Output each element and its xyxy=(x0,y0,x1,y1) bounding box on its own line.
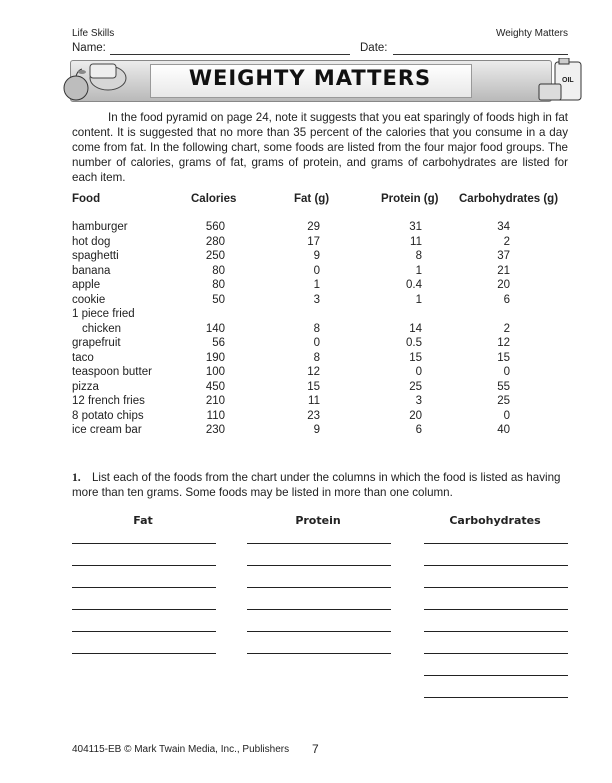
table-cell: 11 xyxy=(308,395,320,407)
table-cell: 29 xyxy=(307,221,320,233)
table-cell: spaghetti xyxy=(72,250,119,262)
table-cell: grapefruit xyxy=(72,337,121,349)
header-carbohydrates: Carbohydrates (g) xyxy=(459,193,559,205)
table-cell: 15 xyxy=(497,351,510,364)
table-cell: 2 xyxy=(503,235,510,248)
table-cell: 8 xyxy=(313,351,320,364)
table-cell: 17 xyxy=(307,235,320,248)
table-cell: taco xyxy=(72,351,94,364)
answer-line[interactable] xyxy=(424,653,568,654)
table-cell: 100 xyxy=(205,366,225,378)
table-cell: 2 xyxy=(503,322,510,335)
table-cell: 230 xyxy=(205,424,225,436)
answer-line[interactable] xyxy=(247,631,391,632)
answer-line[interactable] xyxy=(72,587,216,588)
name-field[interactable] xyxy=(110,54,350,55)
food-illustration-icon xyxy=(60,56,140,104)
table-cell: 31 xyxy=(409,221,422,233)
table-cell: hot dog xyxy=(72,235,111,248)
table-cell: 3 xyxy=(313,293,320,306)
table-cell: 210 xyxy=(205,395,225,407)
table-cell: 34 xyxy=(497,221,510,233)
answer-line[interactable] xyxy=(72,565,216,566)
answer-line[interactable] xyxy=(424,543,568,544)
table-cell: apple xyxy=(72,279,101,291)
table-cell: 40 xyxy=(497,424,510,436)
table-cell: 15 xyxy=(307,380,320,393)
table-cell: 20 xyxy=(409,409,422,422)
page-number: 7 xyxy=(312,742,319,756)
running-header-right: Weighty Matters xyxy=(495,28,568,39)
answer-line[interactable] xyxy=(424,631,568,632)
table-cell: 6 xyxy=(503,293,510,306)
footer-publisher: 404115-EB © Mark Twain Media, Inc., Publishers xyxy=(72,744,290,755)
table-cell: 140 xyxy=(205,322,225,335)
table-cell: ice cream bar xyxy=(72,424,142,436)
table-cell: 3 xyxy=(415,395,422,407)
table-cell: 50 xyxy=(212,293,225,306)
table-cell: 9 xyxy=(313,250,320,262)
date-field[interactable] xyxy=(393,54,568,55)
table-cell: 37 xyxy=(497,250,510,262)
answer-line[interactable] xyxy=(424,697,568,698)
table-cell: 80 xyxy=(212,279,225,291)
answer-line[interactable] xyxy=(72,653,216,654)
table-cell: chicken xyxy=(82,322,121,335)
question-text: List each of the foods from the chart under the columns in which the food is listed as having more than ten grams. Some foods may be listed in more than one column. xyxy=(72,471,561,499)
answer-line[interactable] xyxy=(424,675,568,676)
table-cell: 25 xyxy=(409,380,422,393)
name-label: Name: xyxy=(72,42,106,54)
table-cell: 14 xyxy=(409,322,422,335)
table-cell: 8 xyxy=(415,250,422,262)
table-cell: 1 xyxy=(415,264,422,277)
oil-label: OIL xyxy=(562,77,574,84)
table-cell: 110 xyxy=(206,409,225,422)
intro-paragraph xyxy=(72,110,568,185)
table-cell: hamburger xyxy=(72,221,128,233)
table-cell: 0.4 xyxy=(406,279,422,291)
table-cell: banana xyxy=(72,264,111,277)
question-number: 1. xyxy=(72,471,81,484)
table-cell: 0.5 xyxy=(406,337,422,349)
answer-column-fat: Fat xyxy=(133,514,153,527)
date-label: Date: xyxy=(360,42,388,54)
answer-line[interactable] xyxy=(424,565,568,566)
intro-text: In the food pyramid on page 24, note it suggests that you eat sparingly of foods high in fat content. It is suggested that no more than 35 percent of the calories that you consume in a day come from fat. In the following chart, some foods are listed from the four major food groups. The number of calories, grams of fat, grams of protein, and grams of carbohydrates are listed for each item. xyxy=(72,111,568,184)
answer-line[interactable] xyxy=(247,565,391,566)
table-cell: 25 xyxy=(497,395,510,407)
header-fat: Fat (g) xyxy=(294,193,330,205)
header-protein: Protein (g) xyxy=(381,193,439,205)
table-cell: 250 xyxy=(205,250,225,262)
table-cell: 1 xyxy=(313,279,320,291)
table-cell: 12 xyxy=(307,366,320,378)
answer-line[interactable] xyxy=(72,609,216,610)
table-cell: pizza xyxy=(72,380,99,393)
table-cell: 280 xyxy=(205,235,225,248)
table-cell: 80 xyxy=(212,264,225,277)
answer-line[interactable] xyxy=(424,609,568,610)
table-cell: 1 xyxy=(415,293,422,306)
table-cell: 20 xyxy=(497,279,510,291)
table-cell: 560 xyxy=(205,221,225,233)
page-title: WEIGHTY MATTERS xyxy=(188,66,432,90)
answer-line[interactable] xyxy=(72,631,216,632)
table-cell: 0 xyxy=(313,337,320,349)
table-cell: 11 xyxy=(410,235,422,248)
table-cell: 0 xyxy=(503,366,510,378)
answer-line[interactable] xyxy=(247,609,391,610)
table-cell: teaspoon butter xyxy=(72,366,152,378)
table-cell: 12 xyxy=(497,337,510,349)
header-calories: Calories xyxy=(191,193,237,205)
question-1 xyxy=(72,470,568,500)
table-cell: 450 xyxy=(205,380,225,393)
answer-line[interactable] xyxy=(247,543,391,544)
table-cell: 15 xyxy=(409,351,422,364)
table-cell: 12 french fries xyxy=(72,395,145,407)
header-food: Food xyxy=(72,193,101,205)
table-cell: 56 xyxy=(212,337,225,349)
table-cell: 6 xyxy=(415,424,422,436)
table-cell: 190 xyxy=(205,351,225,364)
table-cell: cookie xyxy=(72,293,106,306)
table-cell: 21 xyxy=(497,264,510,277)
table-cell: 1 piece fried xyxy=(72,308,135,320)
answer-column-carbohydrates: Carbohydrates xyxy=(449,514,541,527)
answer-line[interactable] xyxy=(424,587,568,588)
table-cell: 0 xyxy=(313,264,320,277)
table-cell: 23 xyxy=(307,409,320,422)
table-cell: 8 xyxy=(313,322,320,335)
table-cell: 0 xyxy=(503,409,510,422)
table-cell: 55 xyxy=(497,380,510,393)
answer-line[interactable] xyxy=(247,587,391,588)
oil-bottle-icon xyxy=(535,58,585,104)
answer-line[interactable] xyxy=(247,653,391,654)
answer-column-protein: Protein xyxy=(295,514,341,527)
running-header-left: Life Skills xyxy=(72,28,115,39)
answer-line[interactable] xyxy=(72,543,216,544)
table-cell: 9 xyxy=(313,424,320,436)
table-cell: 8 potato chips xyxy=(72,409,144,422)
table-cell: 0 xyxy=(415,366,422,378)
